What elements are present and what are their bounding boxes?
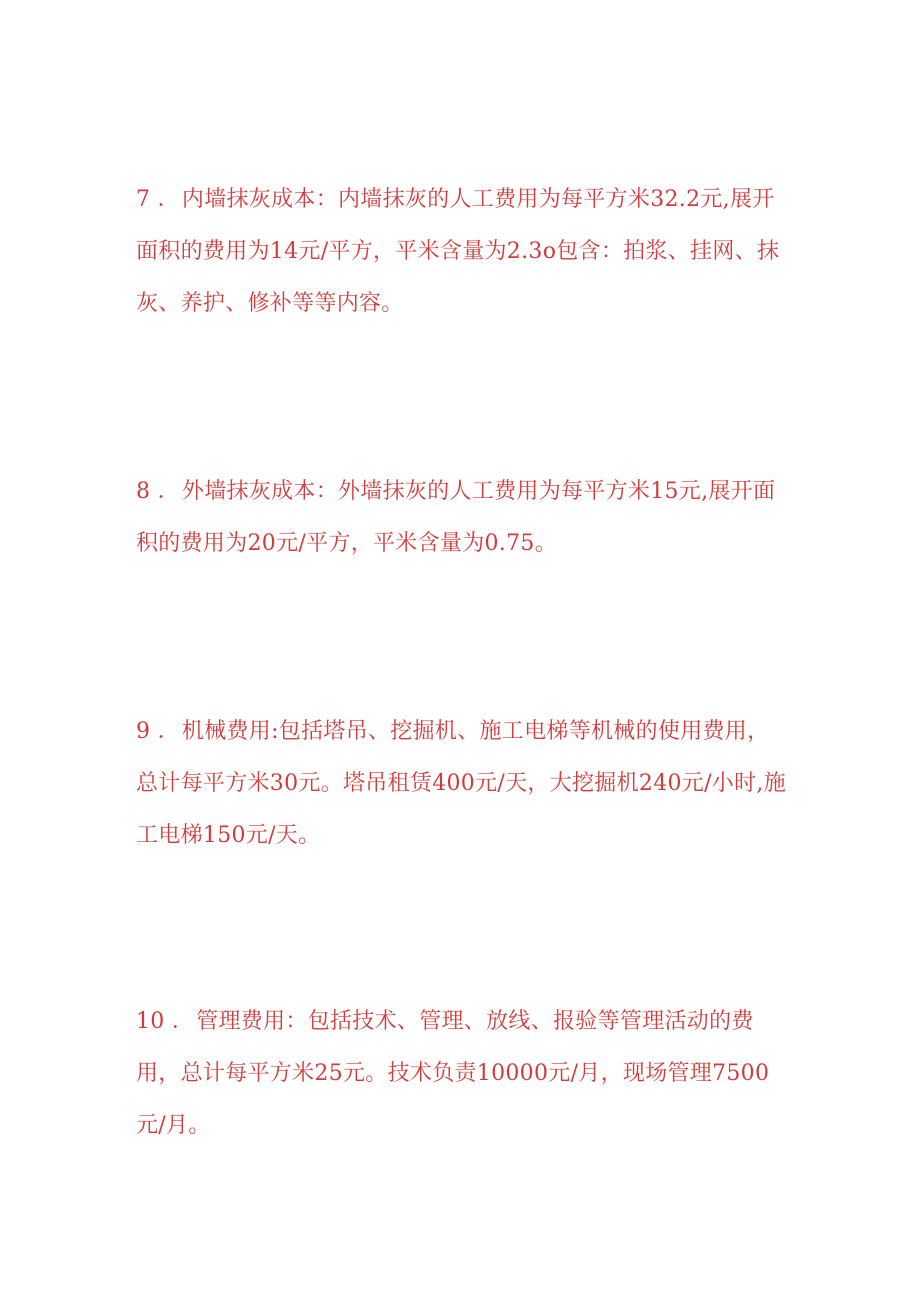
item-number: 7 ． <box>136 187 180 212</box>
cost-item-exterior-plastering <box>136 466 790 570</box>
item-number: 9 ． <box>136 719 180 744</box>
cost-item-interior-plastering <box>136 174 790 330</box>
item-text: 内墙抹灰成本：内墙抹灰的人工费用为每平方米32.2元,展开面积的费用为14元/平方，平米含量为2.3o包含：拍浆、挂网、抹灰、养护、修补等等内容。 <box>136 187 780 316</box>
item-text: 机械费用:包括塔吊、挖掘机、施工电梯等机械的使用费用，总计每平方米30元。塔吊租赁400元/天，大挖掘机240元/小时,施工电梯150元/天。 <box>136 719 786 848</box>
cost-item-management <box>136 996 790 1152</box>
item-number: 8 ． <box>136 479 180 504</box>
cost-item-machinery <box>136 706 790 862</box>
item-number: 10 ． <box>136 1009 195 1034</box>
item-text: 外墙抹灰成本：外墙抹灰的人工费用为每平方米15元,展开面积的费用为20元/平方，平米含量为0.75。 <box>136 479 776 556</box>
item-text: 管理费用：包括技术、管理、放线、报验等管理活动的费用，总计每平方米25元。技术负责10000元/月，现场管理7500元/月。 <box>136 1009 770 1138</box>
